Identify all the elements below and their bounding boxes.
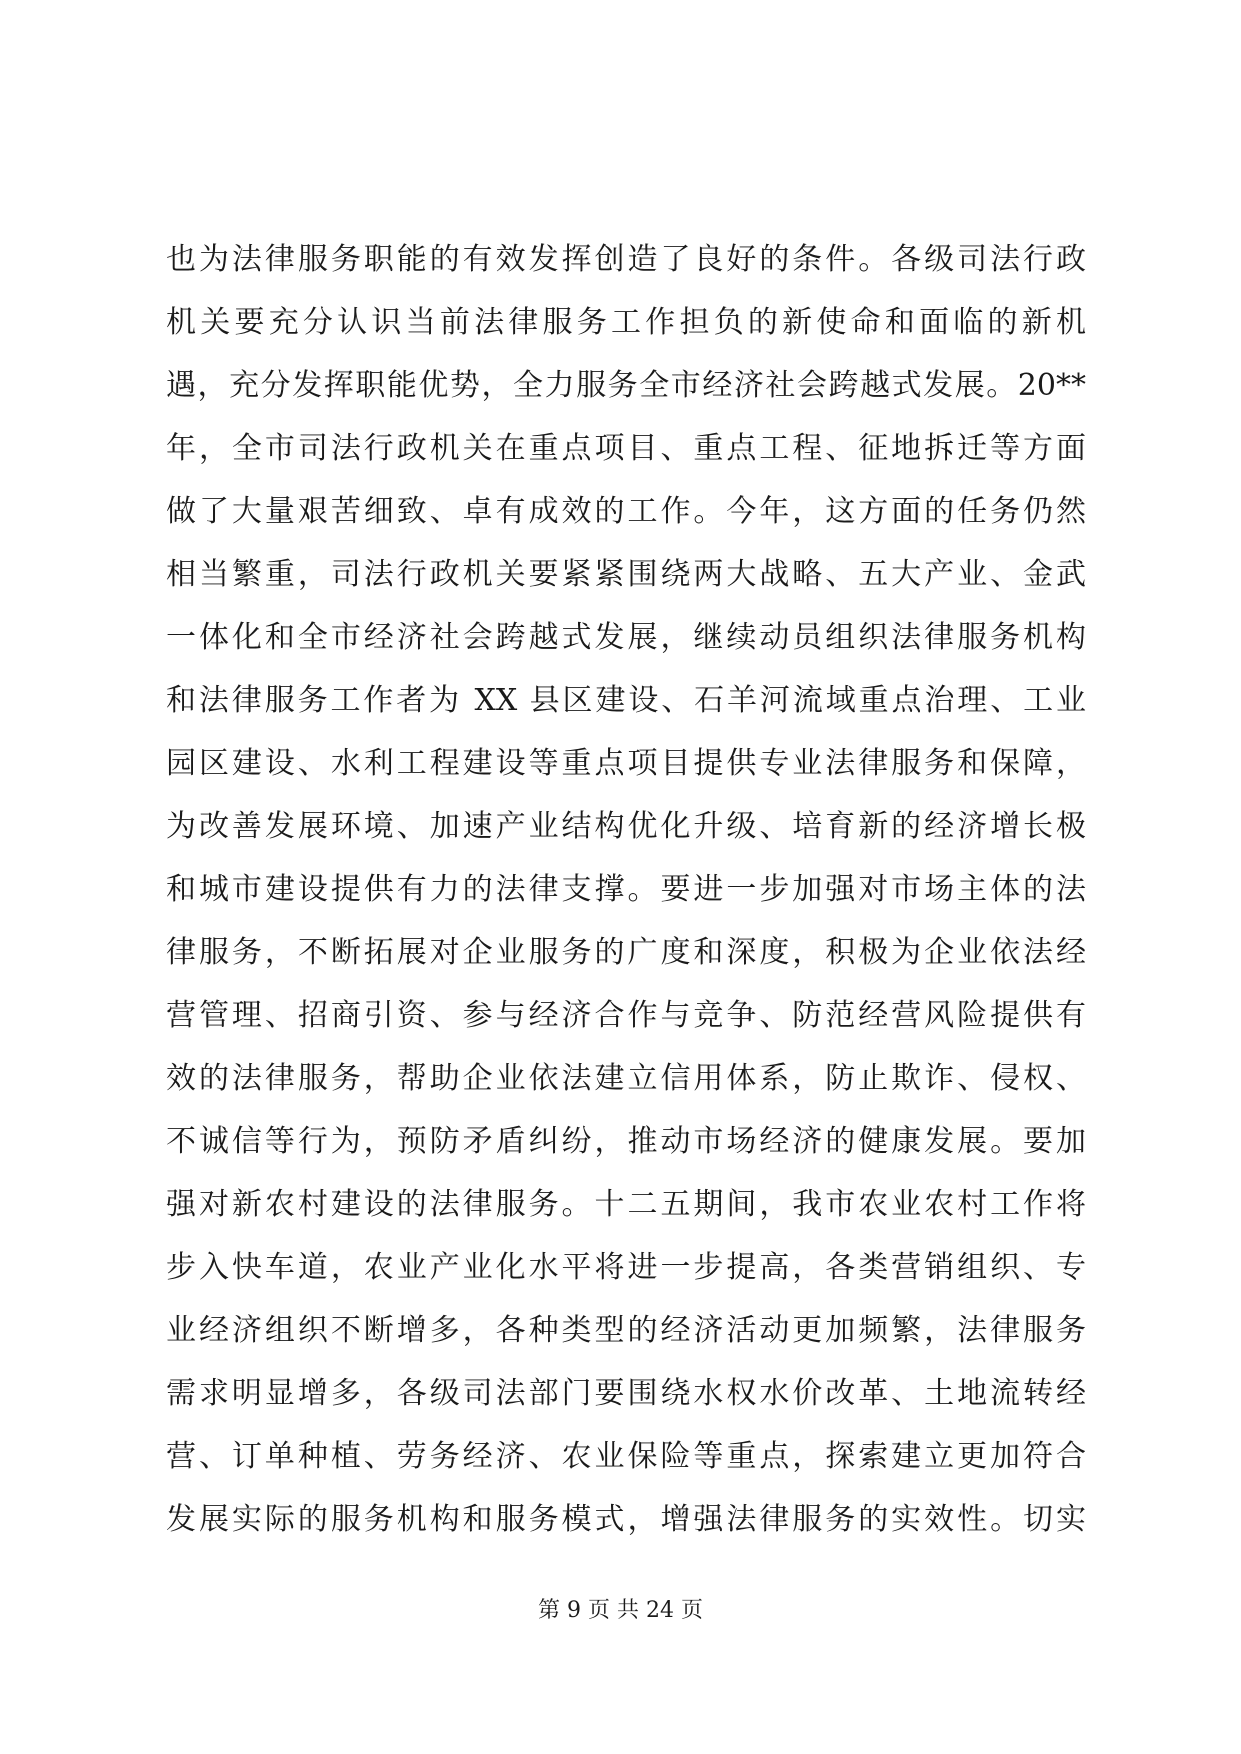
text-line: 也为法律服务职能的有效发挥创造了良好的条件。各级司法行政 [166, 242, 1086, 277]
text-line: 和法律服务工作者为 XX 县区建设、石羊河流域重点治理、工业 [166, 683, 1086, 718]
text-line: 律服务，不断拓展对企业服务的广度和深度，积极为企业依法经 [166, 935, 1086, 970]
text-line: 园区建设、水利工程建设等重点项目提供专业法律服务和保障， [166, 746, 1086, 781]
text-line: 年，全市司法行政机关在重点项目、重点工程、征地拆迁等方面 [166, 431, 1086, 466]
text-line: 和城市建设提供有力的法律支撑。要进一步加强对市场主体的法 [166, 872, 1086, 907]
text-line: 遇，充分发挥职能优势，全力服务全市经济社会跨越式发展。20** [166, 368, 1086, 403]
text-line: 不诚信等行为，预防矛盾纠纷，推动市场经济的健康发展。要加 [166, 1124, 1086, 1159]
text-line: 需求明显增多，各级司法部门要围绕水权水价改革、土地流转经 [166, 1376, 1086, 1411]
text-line: 为改善发展环境、加速产业结构优化升级、培育新的经济增长极 [166, 809, 1086, 844]
text-line: 业经济组织不断增多，各种类型的经济活动更加频繁，法律服务 [166, 1313, 1086, 1348]
text-line: 相当繁重，司法行政机关要紧紧围绕两大战略、五大产业、金武 [166, 557, 1086, 592]
body-text [166, 228, 1086, 1551]
text-line: 强对新农村建设的法律服务。十二五期间，我市农业农村工作将 [166, 1187, 1086, 1222]
text-line: 做了大量艰苦细致、卓有成效的工作。今年，这方面的任务仍然 [166, 494, 1086, 529]
text-line: 机关要充分认识当前法律服务工作担负的新使命和面临的新机 [166, 305, 1086, 340]
text-line: 效的法律服务，帮助企业依法建立信用体系，防止欺诈、侵权、 [166, 1061, 1086, 1096]
text-line: 营管理、招商引资、参与经济合作与竞争、防范经营风险提供有 [166, 998, 1086, 1033]
text-line: 营、订单种植、劳务经济、农业保险等重点，探索建立更加符合 [166, 1439, 1086, 1474]
text-line: 发展实际的服务机构和服务模式，增强法律服务的实效性。切实 [166, 1502, 1086, 1537]
page-number-footer: 第 9 页 共 24 页 [538, 1598, 703, 1623]
text-line: 步入快车道，农业产业化水平将进一步提高，各类营销组织、专 [166, 1250, 1086, 1285]
text-line: 一体化和全市经济社会跨越式发展，继续动员组织法律服务机构 [166, 620, 1086, 655]
